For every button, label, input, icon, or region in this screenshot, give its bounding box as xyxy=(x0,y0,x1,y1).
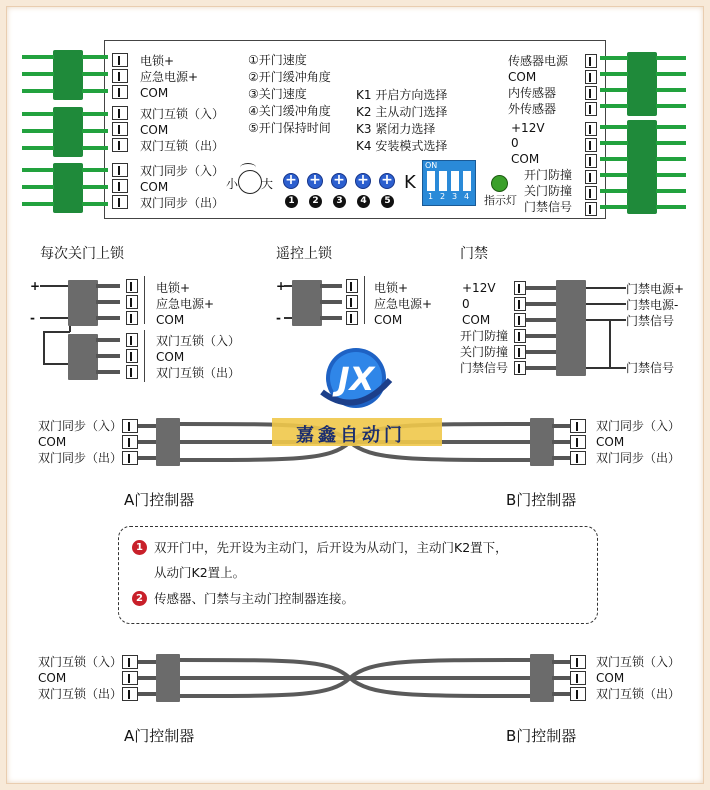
plug-leads xyxy=(320,280,346,326)
indicator-label: 指示灯 xyxy=(484,194,517,207)
terminal-pin xyxy=(122,419,138,433)
terminal-pin xyxy=(112,179,128,193)
board-left-label: 双门互锁（出） xyxy=(140,139,225,153)
pot-number: 4 xyxy=(357,195,370,208)
terminal-pin xyxy=(112,138,128,152)
board-right-label: 传感器电源 xyxy=(508,54,569,68)
terminal-pin xyxy=(570,655,586,669)
terminal-pin xyxy=(570,451,586,465)
knob-arrow-icon xyxy=(240,163,256,172)
board-right-label: 0 xyxy=(511,136,519,150)
potentiometer-icon[interactable] xyxy=(307,173,323,189)
interlock-label: COM xyxy=(156,350,185,364)
remote-label: COM xyxy=(374,313,403,327)
brand-logo xyxy=(316,340,394,416)
board-right-label: 关门防撞 xyxy=(524,184,573,198)
section-heading-remote-lock: 遥控上锁 xyxy=(276,246,332,262)
dip-function-label: K2 主从动门选择 xyxy=(356,105,448,119)
board-left-label: 双门互锁（入） xyxy=(140,107,225,121)
interlock-label: 双门互锁（入） xyxy=(156,334,241,348)
dip-function-label: K3 紧闭力选择 xyxy=(356,122,436,136)
terminal-pin xyxy=(112,53,128,67)
interlock-label-b: 双门互锁（出） xyxy=(596,687,681,701)
terminal-pin xyxy=(112,122,128,136)
pot-number: 2 xyxy=(309,195,322,208)
plug-connector xyxy=(156,654,180,702)
sync-label-a: 双门同步（入） xyxy=(38,419,123,433)
note-1-line-1: 双开门中，先开设为主动门，后开设为从动门，主动门K2置下， xyxy=(154,540,508,555)
section-heading-access: 门禁 xyxy=(460,246,488,262)
plug-connector xyxy=(530,654,554,702)
plug-connector xyxy=(292,280,322,326)
interlock-label-b: COM xyxy=(596,671,625,685)
controller-a-caption: A门控制器 xyxy=(124,491,195,509)
dip-on-label: ON xyxy=(425,161,438,170)
interlock-cable xyxy=(150,654,560,702)
access-left-label: 关门防撞 xyxy=(460,345,509,359)
access-left-label: 开门防撞 xyxy=(460,329,509,343)
indicator-led-icon xyxy=(491,175,508,192)
controller-b-caption: B门控制器 xyxy=(506,491,577,509)
dip-number: 3 xyxy=(452,192,458,201)
terminal-pin xyxy=(126,333,138,347)
minus-sign: - xyxy=(30,311,35,325)
terminal-pin xyxy=(585,186,597,200)
dip-toggle[interactable] xyxy=(427,171,435,191)
terminal-pin xyxy=(585,154,597,168)
terminal-pin xyxy=(126,279,138,293)
terminal-pin xyxy=(570,687,586,701)
sync-label-b: COM xyxy=(596,435,625,449)
plus-sign: + xyxy=(276,279,287,293)
terminal-pin xyxy=(346,279,358,293)
logo-letters: JX xyxy=(337,360,375,398)
potentiometer-icon[interactable] xyxy=(331,173,347,189)
knob-big-label: 大 xyxy=(261,177,274,191)
access-leads xyxy=(526,281,556,377)
potentiometer-icon[interactable] xyxy=(355,173,371,189)
brand-name: 嘉鑫自动门 xyxy=(296,425,406,446)
board-right-label: 内传感器 xyxy=(508,86,557,100)
sync-label-a: 双门同步（出） xyxy=(38,451,123,465)
controller-b-caption: B门控制器 xyxy=(506,727,577,745)
pot-function-label: ①开门速度 xyxy=(248,53,307,67)
board-right-label: 开门防撞 xyxy=(524,168,573,182)
terminal-pin xyxy=(122,671,138,685)
terminal-pin xyxy=(126,311,138,325)
terminal-pin xyxy=(514,329,526,343)
terminal-pin xyxy=(514,281,526,295)
terminal-pin xyxy=(585,70,597,84)
terminal-pin xyxy=(346,295,358,309)
sync-label-b: 双门同步（出） xyxy=(596,451,681,465)
note-1-line-2: 从动门K2置上。 xyxy=(154,565,246,580)
remote-label: 应急电源+ xyxy=(374,297,433,311)
terminal-pin xyxy=(122,435,138,449)
plug-leads xyxy=(138,419,158,465)
divider xyxy=(144,330,145,382)
dip-number: 2 xyxy=(440,192,446,201)
terminal-pin xyxy=(112,195,128,209)
board-left-label: COM xyxy=(140,180,169,194)
plug-leads xyxy=(552,419,572,465)
access-left-label: 门禁信号 xyxy=(460,361,509,375)
plug-connector xyxy=(530,418,554,466)
plug-connector xyxy=(556,280,586,376)
adjust-knob-icon xyxy=(238,170,262,194)
access-left-label: 0 xyxy=(462,297,470,311)
terminal-pin xyxy=(126,349,138,363)
dip-toggle[interactable] xyxy=(451,171,459,191)
plug-leads xyxy=(552,655,572,701)
access-wiring xyxy=(586,281,630,377)
terminal-pin xyxy=(570,419,586,433)
terminal-pin xyxy=(126,295,138,309)
remote-label: 电锁+ xyxy=(374,281,409,295)
terminal-pin xyxy=(585,102,597,116)
plug-connector xyxy=(156,418,180,466)
pot-function-label: ②开门缓冲角度 xyxy=(248,70,331,84)
terminal-pin xyxy=(122,451,138,465)
pot-number: 3 xyxy=(333,195,346,208)
terminal-pin xyxy=(570,435,586,449)
access-left-label: +12V xyxy=(462,281,496,295)
board-left-label: 双门同步（出） xyxy=(140,196,225,210)
plug-connector xyxy=(68,280,98,326)
divider xyxy=(364,276,365,324)
pot-function-label: ④关门缓冲角度 xyxy=(248,104,331,118)
divider xyxy=(144,276,145,324)
board-right-label: 门禁信号 xyxy=(524,200,573,214)
plus-sign: + xyxy=(30,279,41,293)
terminal-pin xyxy=(585,54,597,68)
pot-number: 1 xyxy=(285,195,298,208)
terminal-pin xyxy=(585,138,597,152)
board-right-label: COM xyxy=(508,70,537,84)
minus-sign: - xyxy=(276,311,281,325)
knob-small-label: 小 xyxy=(226,177,239,191)
terminal-pin xyxy=(122,687,138,701)
dip-toggle[interactable] xyxy=(439,171,447,191)
sync-label-b: 双门同步（入） xyxy=(596,419,681,433)
terminal-pin xyxy=(112,106,128,120)
access-left-label: COM xyxy=(462,313,491,327)
terminal-pin xyxy=(585,202,597,216)
terminal-pin xyxy=(346,311,358,325)
board-left-label: COM xyxy=(140,123,169,137)
plug-connector xyxy=(68,334,98,380)
dip-number: 1 xyxy=(428,192,434,201)
pot-function-label: ⑤开门保持时间 xyxy=(248,121,331,135)
access-right-label: 门禁电源- xyxy=(626,298,679,312)
interlock-label: 双门互锁（出） xyxy=(156,366,241,380)
terminal-pin xyxy=(570,671,586,685)
dip-toggle[interactable] xyxy=(463,171,471,191)
terminal-pin xyxy=(112,69,128,83)
dip-number: 4 xyxy=(464,192,470,201)
section-heading-lock-each-close: 每次关门上锁 xyxy=(40,246,124,262)
board-left-label: 应急电源+ xyxy=(140,70,199,84)
pot-number: 5 xyxy=(381,195,394,208)
interlock-label-a: 双门互锁（出） xyxy=(38,687,123,701)
board-left-label: COM xyxy=(140,86,169,100)
board-left-label: 双门同步（入） xyxy=(140,164,225,178)
terminal-pin xyxy=(112,85,128,99)
terminal-pin xyxy=(514,313,526,327)
dip-function-label: K4 安装模式选择 xyxy=(356,139,448,153)
plug-leads xyxy=(138,655,158,701)
terminal-pin xyxy=(126,365,138,379)
sync-label-a: COM xyxy=(38,435,67,449)
potentiometer-icon[interactable] xyxy=(283,173,299,189)
lock-label: COM xyxy=(156,313,185,327)
interlock-label-a: COM xyxy=(38,671,67,685)
terminal-pin xyxy=(514,345,526,359)
controller-a-caption: A门控制器 xyxy=(124,727,195,745)
dip-k-letter: K xyxy=(404,172,416,193)
terminal-pin xyxy=(585,122,597,136)
terminal-pin xyxy=(514,297,526,311)
board-right-label: 外传感器 xyxy=(508,102,557,116)
terminal-pin xyxy=(122,655,138,669)
note-2-line: 传感器、门禁与主动门控制器连接。 xyxy=(154,591,355,606)
board-right-label: COM xyxy=(511,152,540,166)
access-right-label: 门禁信号 xyxy=(626,361,675,375)
access-right-label: 门禁电源+ xyxy=(626,282,685,296)
pot-function-label: ③关门速度 xyxy=(248,87,307,101)
board-right-label: +12V xyxy=(511,121,545,135)
terminal-pin xyxy=(514,361,526,375)
lock-label: 应急电源+ xyxy=(156,297,215,311)
plug-leads xyxy=(96,280,126,380)
potentiometer-icon[interactable] xyxy=(379,173,395,189)
lock-label: 电锁+ xyxy=(156,281,191,295)
note-number-1: 1 xyxy=(132,540,147,555)
dip-function-label: K1 开启方向选择 xyxy=(356,88,448,102)
interlock-label-a: 双门互锁（入） xyxy=(38,655,123,669)
access-right-label: 门禁信号 xyxy=(626,314,675,328)
note-number-2: 2 xyxy=(132,591,147,606)
terminal-pin xyxy=(585,86,597,100)
terminal-pin xyxy=(585,170,597,184)
board-left-label: 电锁+ xyxy=(140,54,175,68)
interlock-label-b: 双门互锁（入） xyxy=(596,655,681,669)
terminal-pin xyxy=(112,163,128,177)
